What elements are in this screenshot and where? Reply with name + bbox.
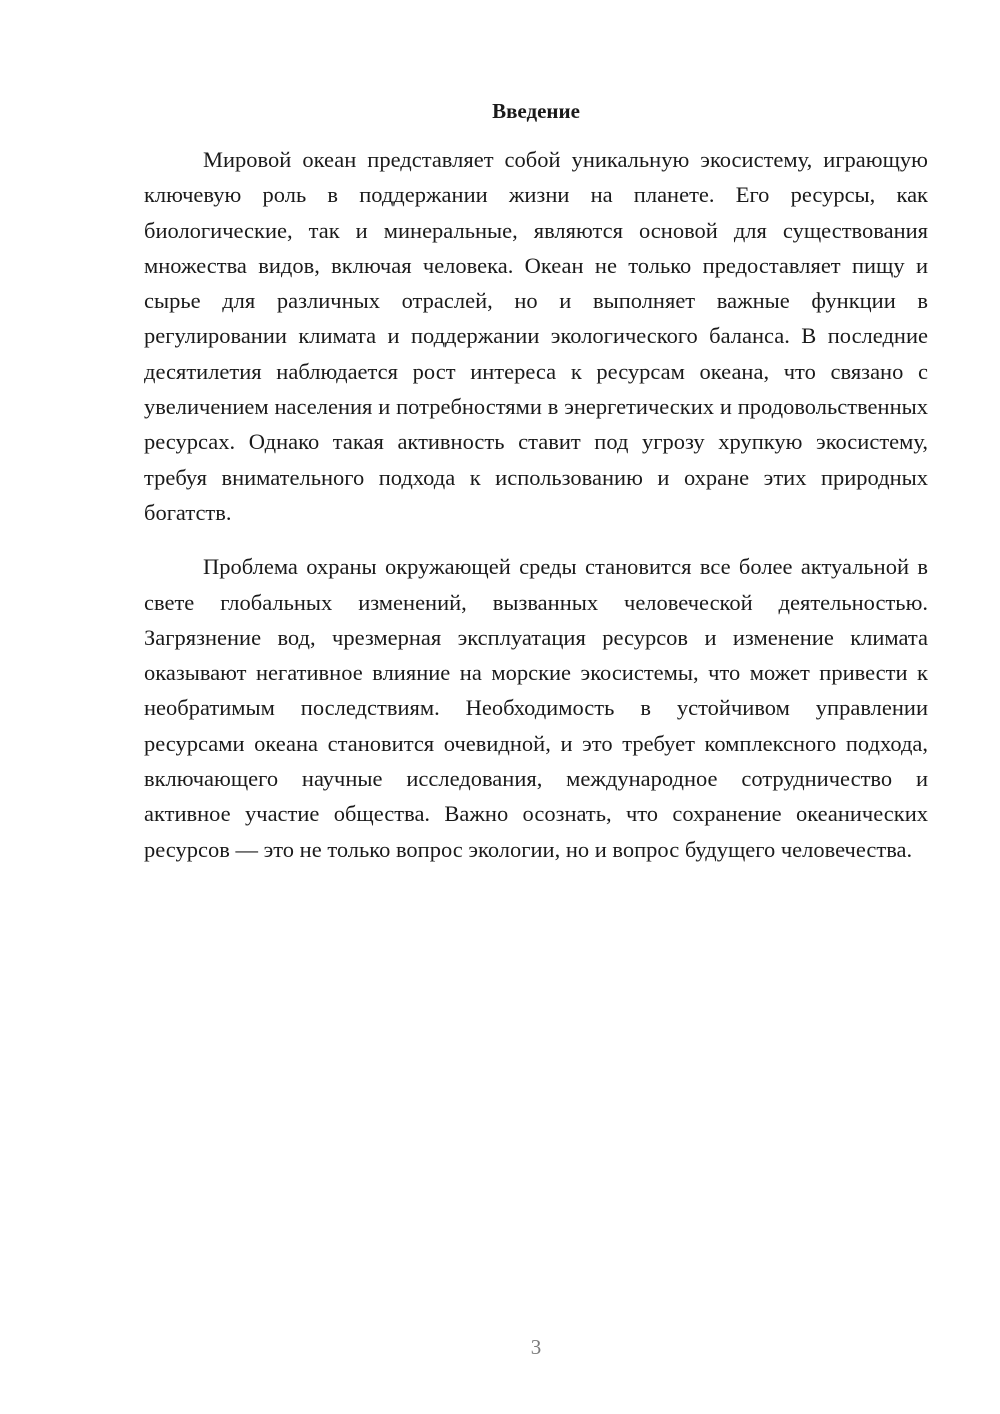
page-number: 3 <box>530 1335 542 1359</box>
section-heading: Введение <box>492 99 580 123</box>
paragraph: Мировой океан представляет собой уникальную экосистему, играющую ключевую роль в поддержании жизни на планете. Его ресурсы, как биологические, так и минеральные, являются основой для существования множества видов, включая человека. Океан не только предоставляет пищу и сырье для различных отраслей, но и выполняет важные функции в регулировании климата и поддержании экологического баланса. В последние десятилетия наблюдается рост интереса к ресурсам океана, что связано с увеличением населения и потребностями в энергетических и продовольственных ресурсах. Однако такая активность ставит под угрозу хрупкую экосистему, требуя внимательного подхода к использованию и охране этих природных богатств. <box>144 147 928 525</box>
paragraph: Проблема охраны окружающей среды становится все более актуальной в свете глобальных изменений, вызванных человеческой деятельностью. Загрязнение вод, чрезмерная эксплуатация ресурсов и изменение климата оказывают негативное влияние на морские экосистемы, что может привести к необратимым последствиям. Необходимость в устойчивом управлении ресурсами океана становится очевидной, и это требует комплексного подхода, включающего научные исследования, международное сотрудничество и активное участие общества. Важно осознать, что сохранение океанических ресурсов — это не только вопрос экологии, но и вопрос будущего человечества. <box>144 554 928 862</box>
body-text <box>144 142 928 867</box>
